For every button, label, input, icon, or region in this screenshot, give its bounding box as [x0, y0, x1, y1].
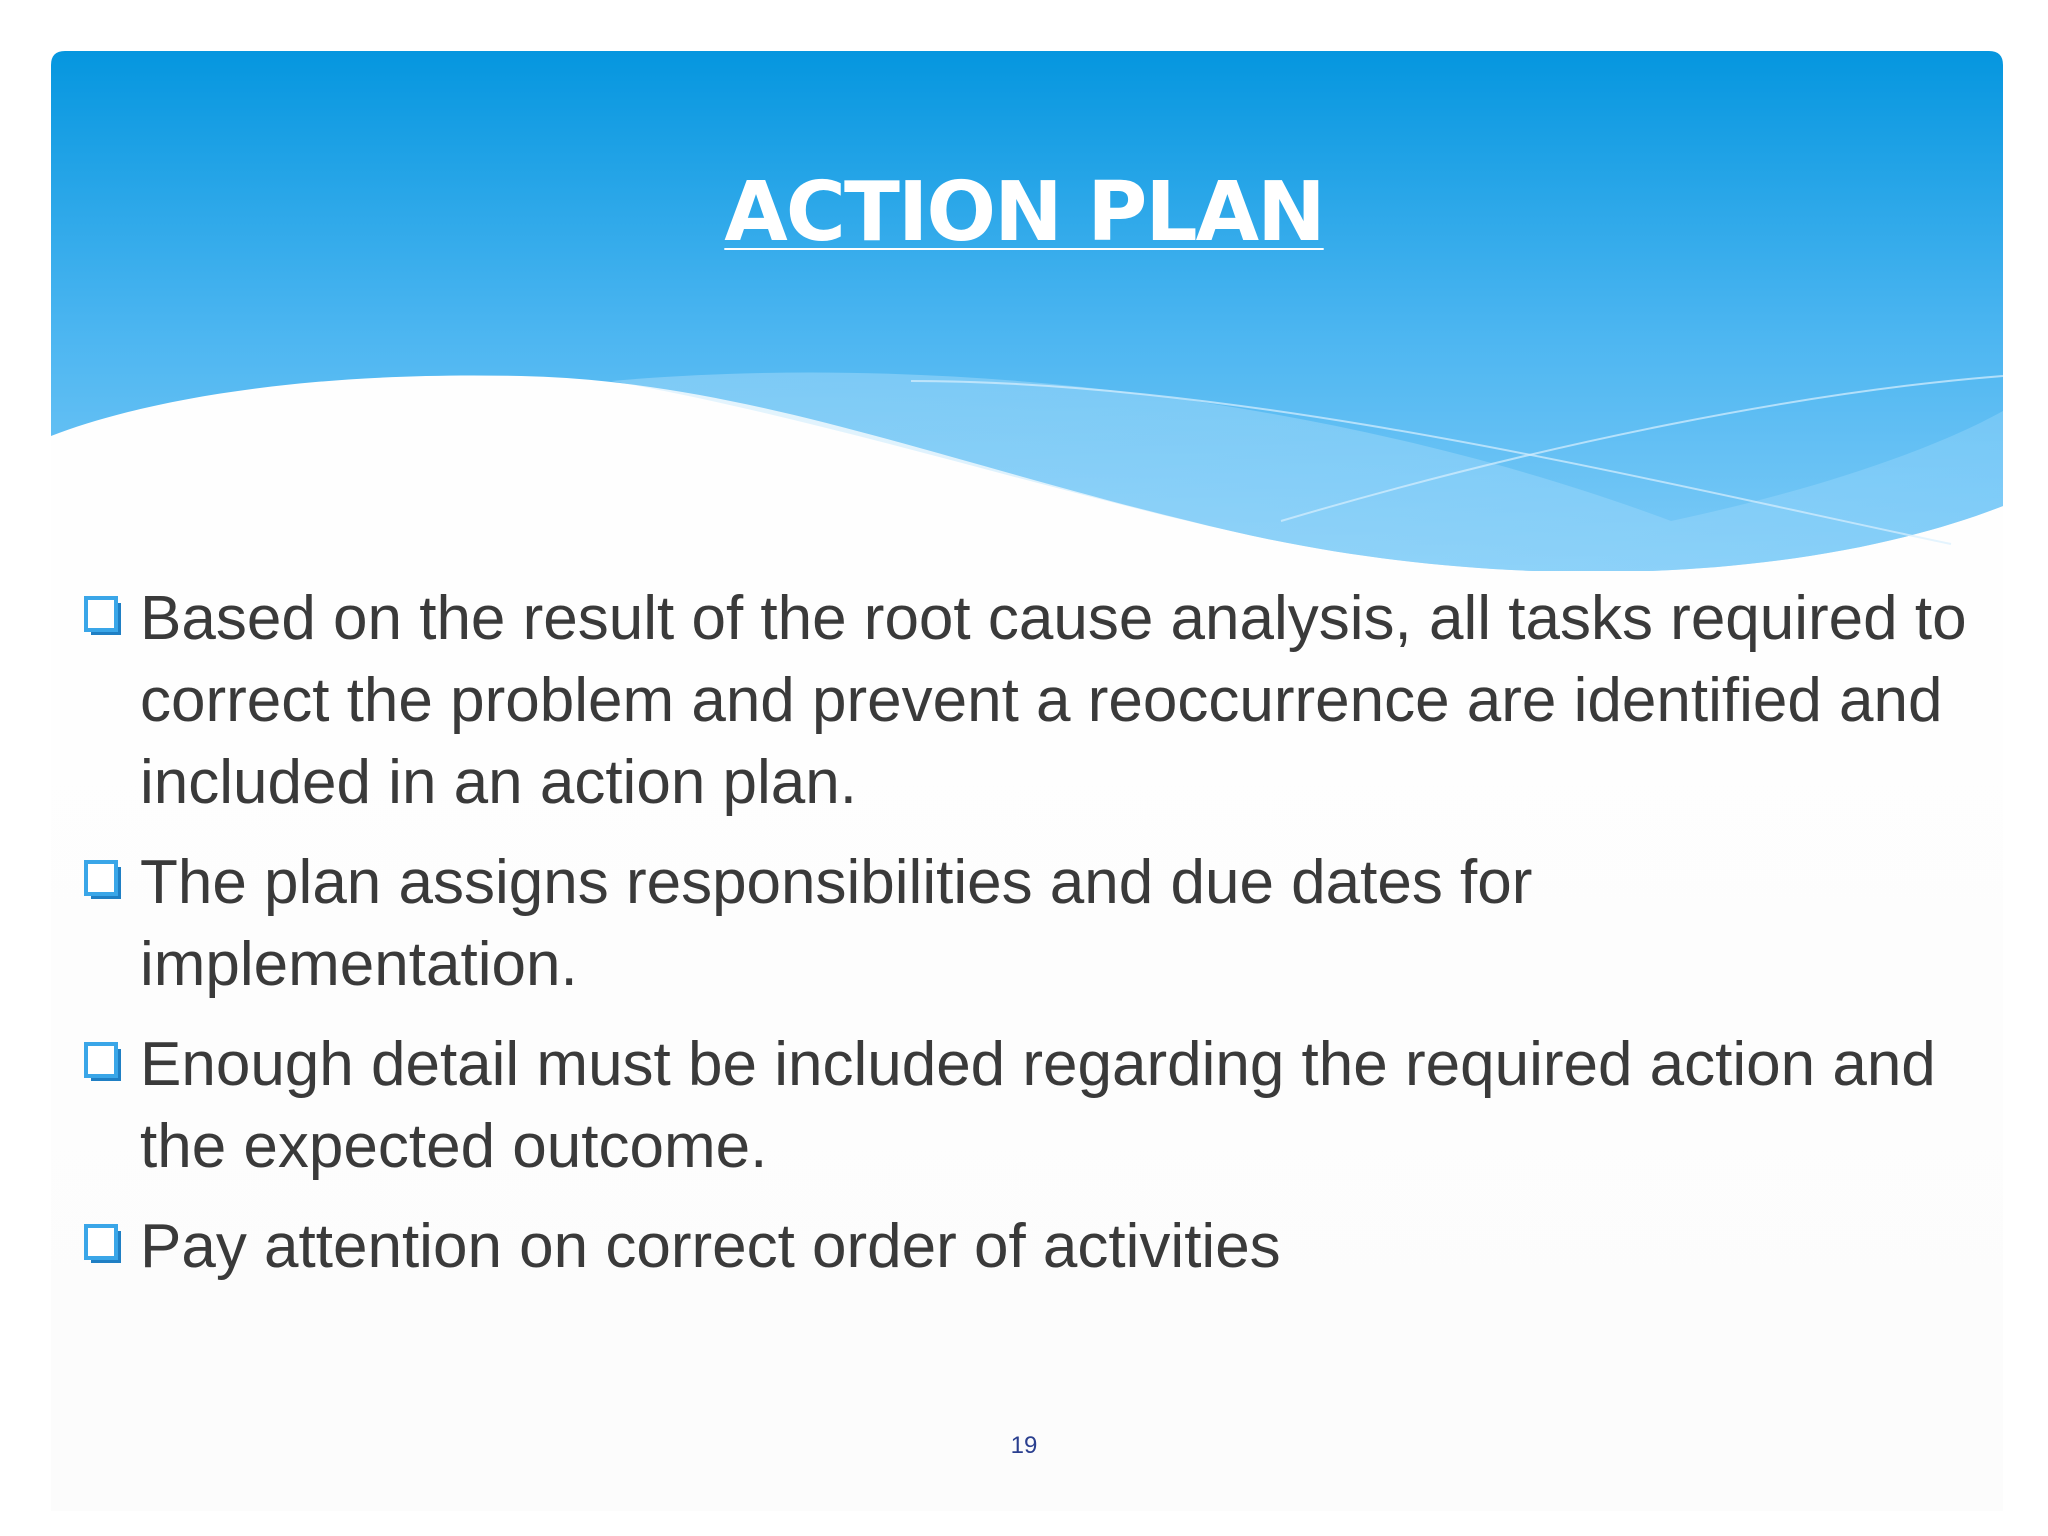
page-number: 19: [1010, 1432, 1038, 1459]
checkbox-square-icon: [83, 1223, 123, 1265]
checkbox-square-icon: [83, 595, 123, 637]
slide-title: [0, 165, 2048, 260]
bullet-item: [80, 1024, 1980, 1188]
bullet-item: [80, 1206, 1980, 1288]
bullet-item: [80, 578, 1980, 824]
checkbox-square-icon: [83, 1041, 123, 1083]
bullet-text: Enough detail must be included regarding the required action and the expected outcome.: [140, 1030, 1936, 1181]
header-wave-banner: [51, 51, 2003, 571]
slide-title-text: ACTION PLAN: [724, 165, 1324, 260]
bullet-item: [80, 842, 1980, 1006]
bullet-text: Pay attention on correct order of activities: [140, 1212, 1281, 1281]
bullet-list: [80, 578, 1980, 1306]
bullet-text: Based on the result of the root cause analysis, all tasks required to correct the problem and prevent a reoccurrence are identified and included in an action plan.: [140, 584, 1967, 817]
checkbox-square-icon: [83, 859, 123, 901]
bullet-text: The plan assigns responsibilities and due dates for implementation.: [140, 848, 1533, 999]
